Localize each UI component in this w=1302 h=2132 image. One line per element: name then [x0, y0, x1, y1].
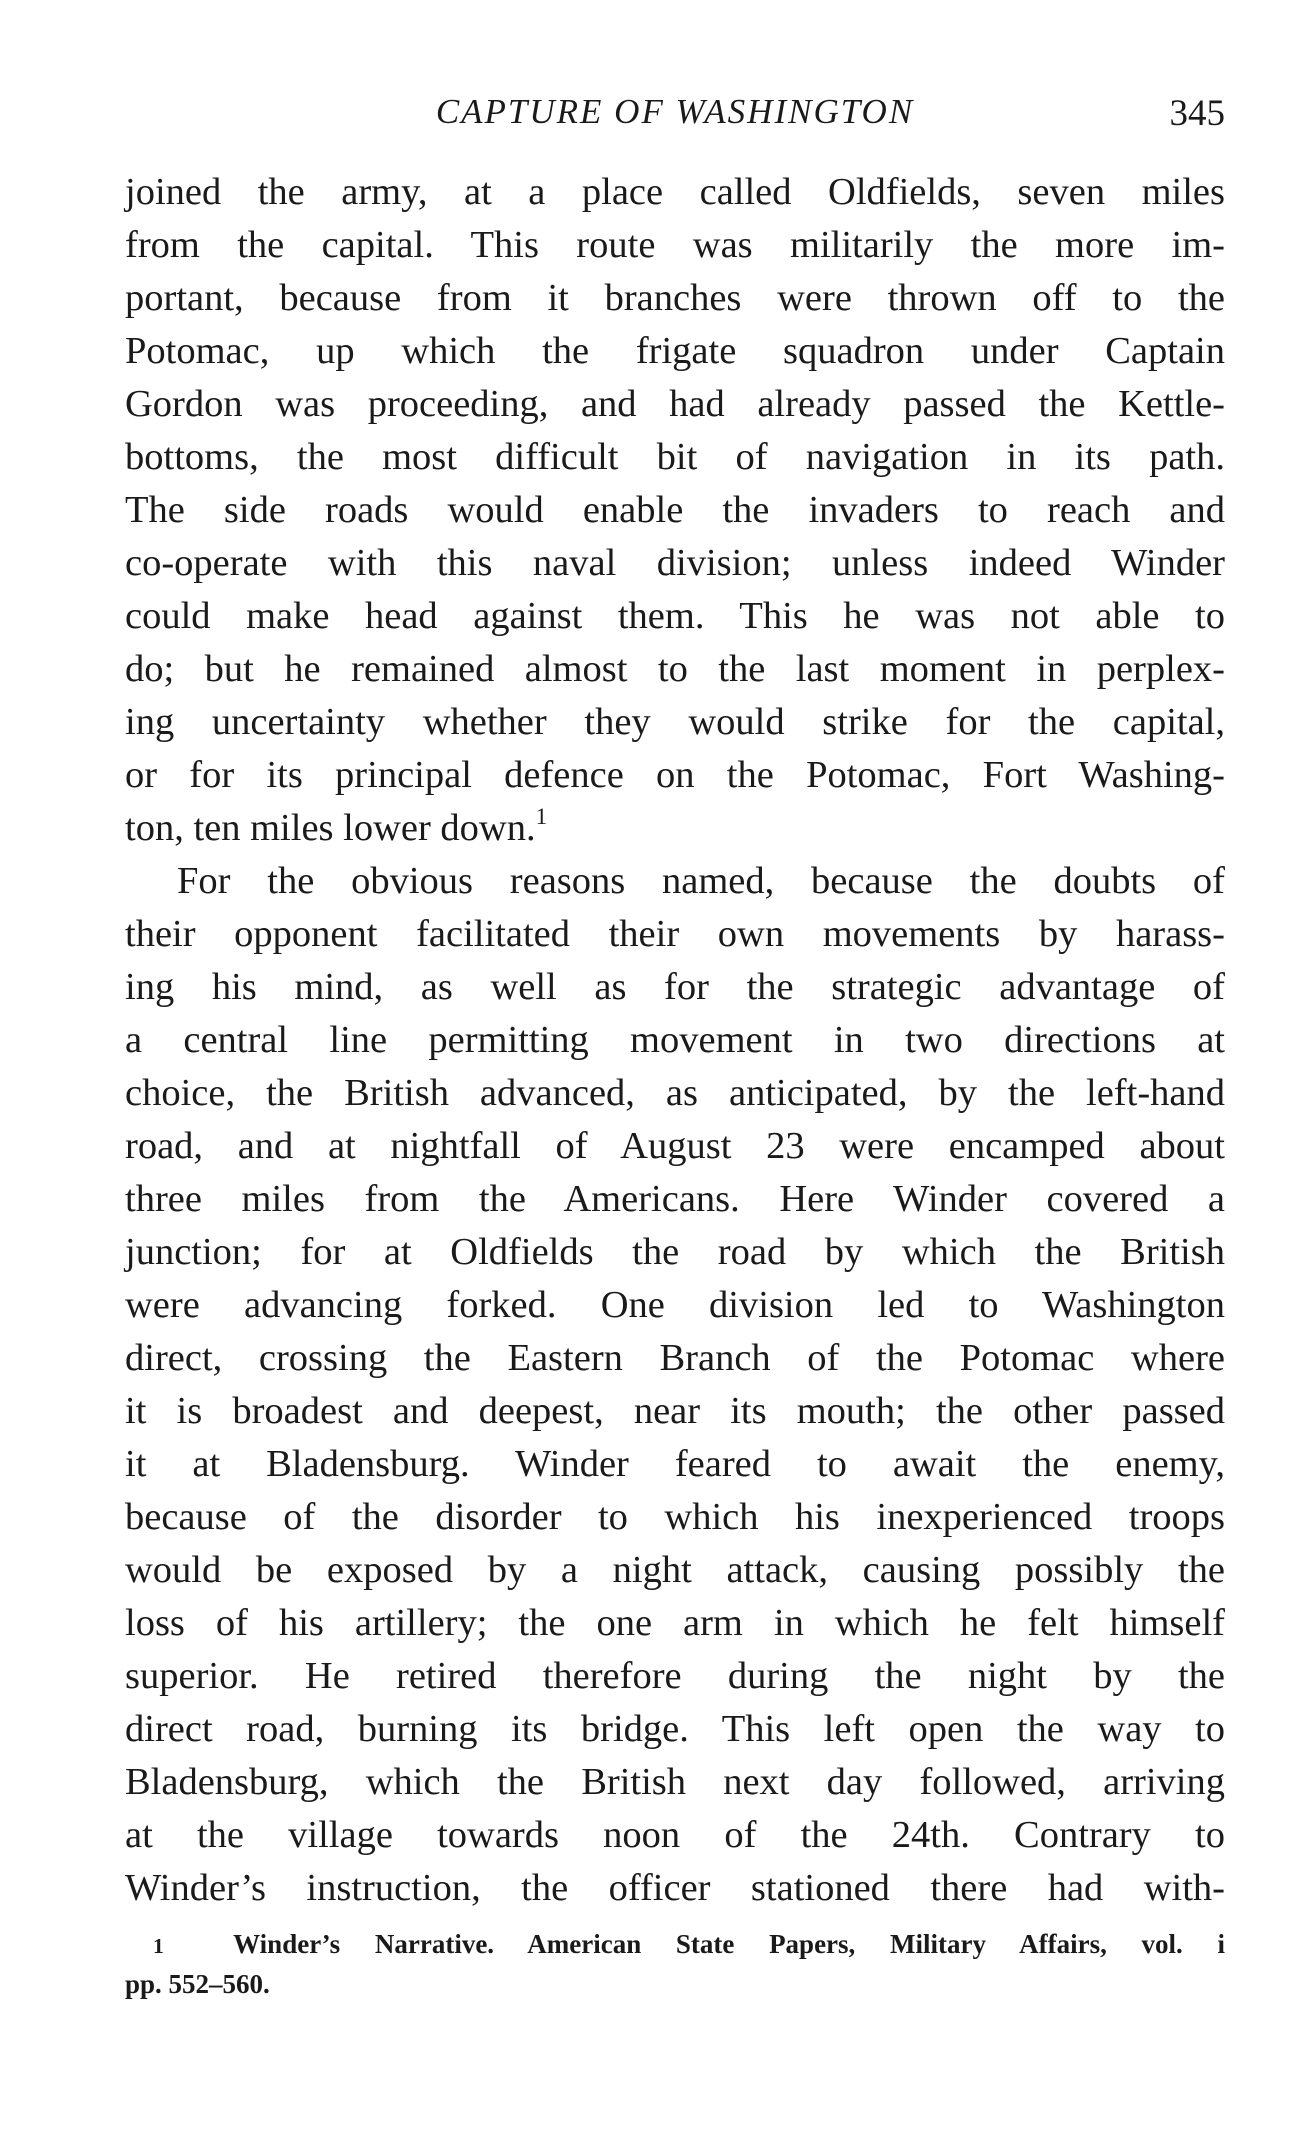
text-line: direct road, burning its bridge. This left open the way to	[125, 1708, 1225, 1750]
text-line: choice, the British advanced, as anticipated, by the left-hand	[125, 1072, 1225, 1114]
text-line: road, and at nightfall of August 23 were encamped about	[125, 1125, 1225, 1167]
text-line: direct, crossing the Eastern Branch of the Potomac where	[125, 1337, 1225, 1379]
text-line: a central line permitting movement in two directions at	[125, 1019, 1225, 1061]
text-line: it is broadest and deepest, near its mouth; the other passed	[125, 1390, 1225, 1432]
text-line: ing uncertainty whether they would strike for the capital,	[125, 701, 1225, 743]
text-line: it at Bladensburg. Winder feared to await the enemy,	[125, 1443, 1225, 1485]
text-line-content: ton, ten miles lower down.	[125, 807, 536, 849]
text-line: co-operate with this naval division; unless indeed Winder	[125, 542, 1225, 584]
text-line-indented: For the obvious reasons named, because the doubts of	[177, 860, 1225, 902]
text-line: superior. He retired therefore during the night by the	[125, 1655, 1225, 1697]
text-line: at the village towards noon of the 24th. Contrary to	[125, 1814, 1225, 1856]
running-head	[125, 82, 1225, 142]
page-number: 345	[1169, 93, 1225, 134]
text-line: portant, because from it branches were thrown off to the	[125, 277, 1225, 319]
text-line: or for its principal defence on the Potomac, Fort Washing-	[125, 754, 1225, 796]
text-line: loss of his artillery; the one arm in which he felt himself	[125, 1602, 1225, 1644]
text-line-last	[125, 802, 1225, 855]
text-line: Winder’s instruction, the officer stationed there had with-	[125, 1867, 1225, 1909]
footnote-text: Winder’s Narrative. American State Papers, Military Affairs, vol. i	[233, 1929, 1225, 1959]
text-line: ing his mind, as well as for the strategic advantage of	[125, 966, 1225, 1008]
footnotes	[125, 1924, 1225, 2004]
text-line: because of the disorder to which his inexperienced troops	[125, 1496, 1225, 1538]
text-line: Gordon was proceeding, and had already passed the Kettle-	[125, 383, 1225, 425]
text-line: their opponent facilitated their own movements by harass-	[125, 913, 1225, 955]
footnote-marker: 1	[153, 1934, 164, 1958]
text-line: joined the army, at a place called Oldfields, seven miles	[125, 171, 1225, 213]
text-line: Bladensburg, which the British next day followed, arriving	[125, 1761, 1225, 1803]
text-line: Potomac, up which the frigate squadron under Captain	[125, 330, 1225, 372]
text-line: junction; for at Oldfields the road by which the British	[125, 1231, 1225, 1273]
text-line: from the capital. This route was militarily the more im-	[125, 224, 1225, 266]
text-line: do; but he remained almost to the last moment in perplex-	[125, 648, 1225, 690]
footnote-line	[125, 1924, 1225, 1964]
text-line: The side roads would enable the invaders to reach and	[125, 489, 1225, 531]
text-line: three miles from the Americans. Here Winder covered a	[125, 1178, 1225, 1220]
text-line: would be exposed by a night attack, causing possibly the	[125, 1549, 1225, 1591]
body-text	[125, 166, 1225, 1915]
text-line: could make head against them. This he was not able to	[125, 595, 1225, 637]
footnote-line-continued: pp. 552–560.	[125, 1969, 270, 1999]
text-line: were advancing forked. One division led to Washington	[125, 1284, 1225, 1326]
footnote-reference: 1	[535, 802, 548, 829]
text-line: bottoms, the most difficult bit of navigation in its path.	[125, 436, 1225, 478]
running-title: CAPTURE OF WASHINGTON	[435, 92, 915, 131]
